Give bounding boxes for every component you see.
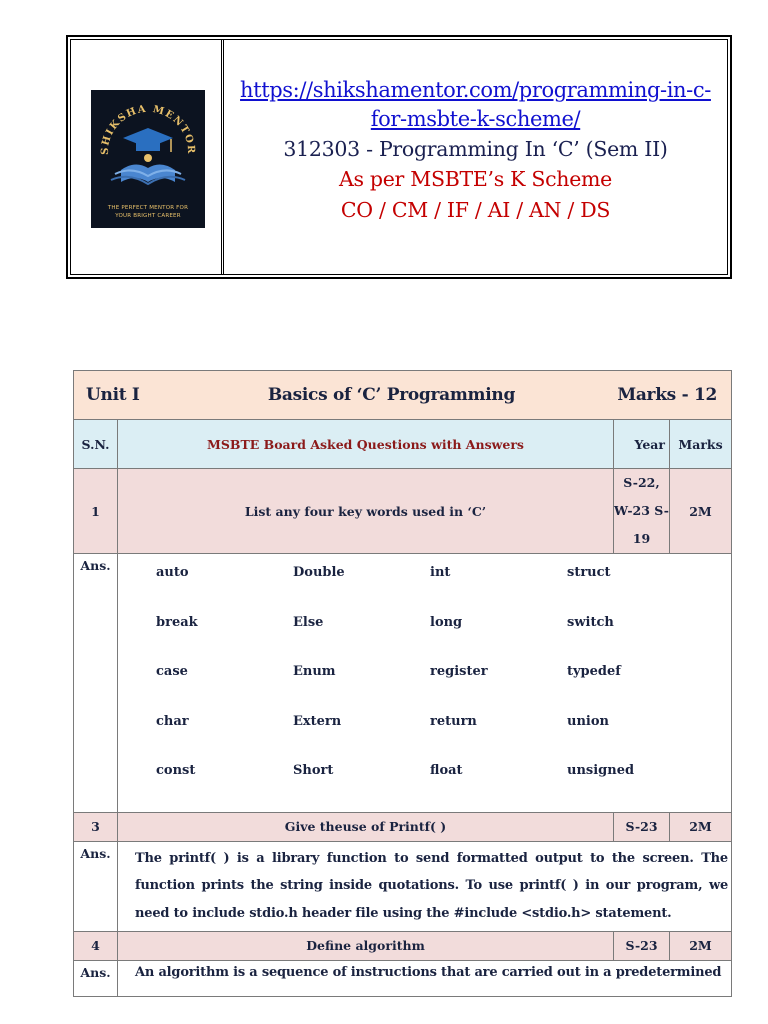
col-question: MSBTE Board Asked Questions with Answers [118,420,614,469]
keyword-item: Else [293,614,324,630]
svg-text:SHIKSHA MENTOR: SHIKSHA MENTOR [99,103,197,156]
unit-header-cell [74,371,732,420]
question-year: S-23 [614,812,670,841]
branches-label: CO / CM / IF / AI / AN / DS [340,198,611,222]
keyword-item: struct [567,565,611,580]
question-sn: 4 [74,931,118,960]
question-row [74,931,732,960]
info-cell [224,40,727,274]
unit-title: Basics of ‘C’ Programming [267,385,516,405]
keywords-cell [118,554,732,813]
keyword-item: break [156,614,198,630]
logo-tagline [91,204,205,220]
col-marks: Marks [670,420,732,469]
keyword-item: const [156,763,196,778]
answer-row [74,554,732,813]
logo-graphic [91,90,205,200]
keyword-item: typedef [567,664,621,679]
course-title: 312303 - Programming In ‘C’ (Sem II) [283,137,668,161]
answer-label: Ans. [74,841,118,931]
keyword-item: float [430,763,463,778]
year-line: W-23 S- [614,503,669,518]
keyword-item: Enum [293,664,336,679]
question-text: Define algorithm [118,931,614,960]
col-sn: S.N. [74,420,118,469]
question-text: Give theuse of Printf( ) [118,812,614,841]
answer-label: Ans. [74,554,118,813]
keyword-item: case [156,664,188,679]
unit-header-row [74,371,732,420]
question-year: S-23 [614,931,670,960]
answer-row [74,960,732,996]
header-box [66,35,732,279]
answer-row [74,841,732,931]
answer-cell [118,841,732,931]
answer-cell [118,960,732,996]
course-link-line1: https://shikshamentor.com/programming-in-c- [240,78,711,102]
answer-text: The printf( ) is a library function to send formatted output to the screen. The function prints the string inside quotations. To use printf( ) in our program, we need to include stdio.h header file using the #include <stdio.h> statement. [135,850,729,921]
keywords-grid [118,554,731,812]
course-link-line2: for-msbte-k-scheme/ [370,107,581,131]
keyword-item: register [430,664,488,679]
question-marks: 2M [670,931,732,960]
answer-label: Ans. [74,960,118,996]
col-year: Year [614,420,670,469]
question-marks: 2M [670,812,732,841]
keyword-item: char [156,713,189,729]
logo-cell [71,40,224,274]
column-header-row [74,420,732,469]
year-line: S-22, [623,475,660,490]
question-sn: 1 [74,469,118,554]
keyword-item: Extern [293,713,342,729]
logo-tagline-line1: THE PERFECT MENTOR FOR [107,205,189,211]
keyword-item: return [430,713,477,729]
keyword-item: unsigned [567,763,635,778]
shiksha-mentor-logo [91,90,205,228]
question-year [614,469,670,554]
questions-table [73,370,732,997]
unit-name: Unit I [86,385,140,405]
logo-tagline-line2: YOUR BRIGHT CAREER [115,213,181,219]
keyword-item: auto [156,565,189,580]
question-row [74,469,732,554]
unit-marks: Marks - 12 [617,385,718,405]
header-inner [70,39,728,275]
course-link[interactable] [226,76,726,134]
keyword-item: long [430,614,463,630]
keyword-item: Double [293,565,345,580]
keyword-item: union [567,713,609,729]
keyword-item: switch [567,614,614,630]
question-text: List any four key words used in ‘C’ [118,469,614,554]
keyword-item: Short [293,763,334,778]
scheme-label: As per MSBTE’s K Scheme [338,167,613,191]
keyword-item: int [430,565,451,580]
question-sn: 3 [74,812,118,841]
answer-text: An algorithm is a sequence of instructions that are carried out in a predetermined [135,964,722,980]
question-row [74,812,732,841]
year-line: 19 [632,531,651,546]
question-marks: 2M [670,469,732,554]
